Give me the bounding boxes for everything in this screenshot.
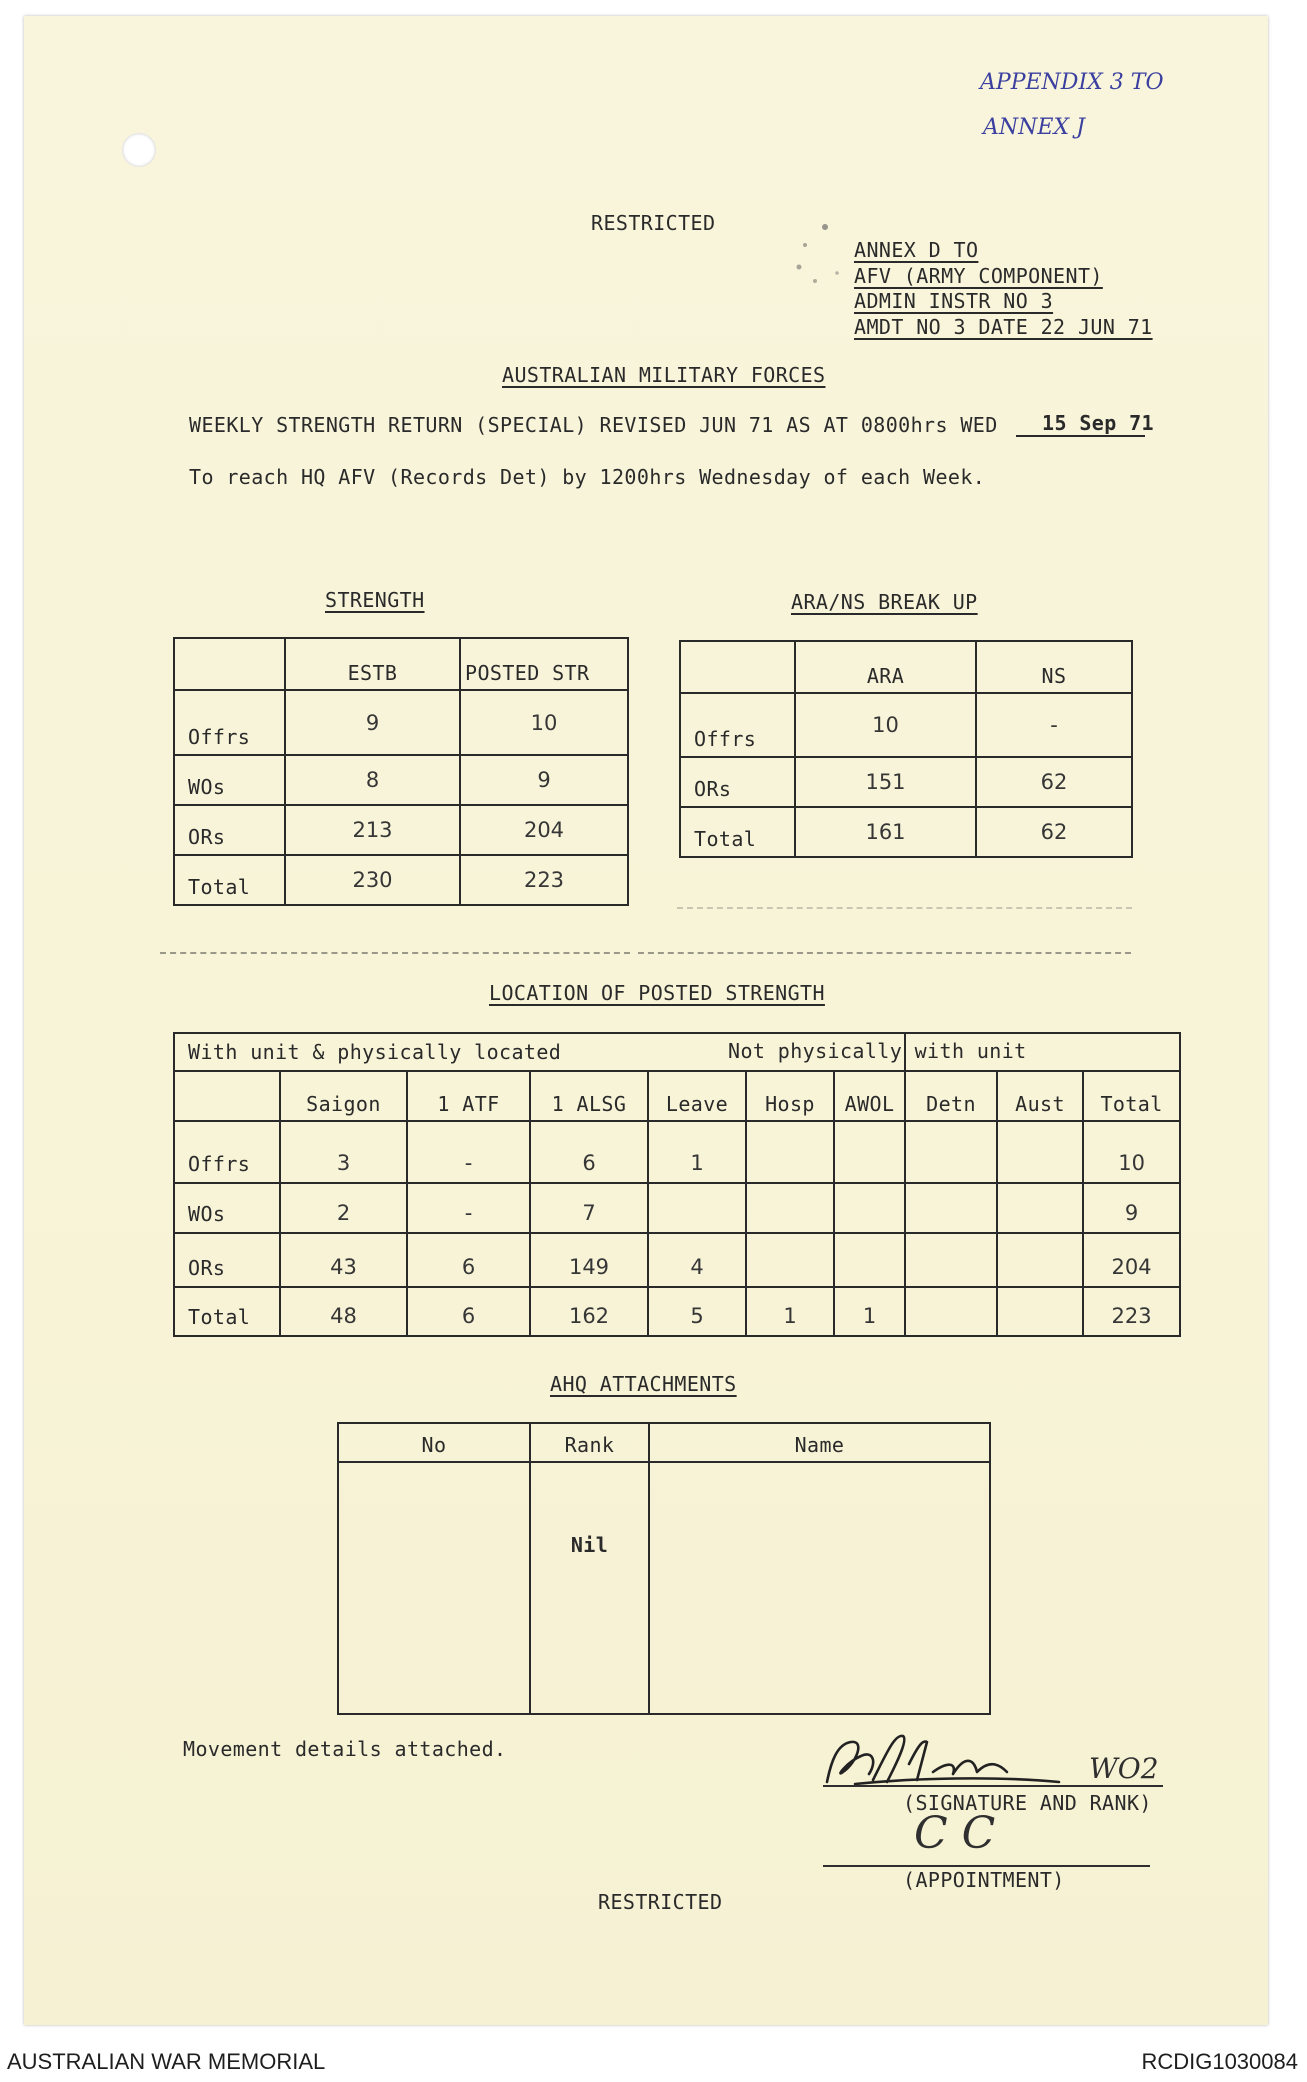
cell-value bbox=[905, 1121, 997, 1183]
cell-value: 3 bbox=[280, 1121, 407, 1183]
cell-value bbox=[997, 1287, 1083, 1336]
row-label: Offrs bbox=[680, 693, 795, 757]
header-cell-name: Name bbox=[649, 1423, 990, 1462]
header-cell-no: No bbox=[338, 1423, 530, 1462]
cell-value bbox=[746, 1121, 834, 1183]
appointment-caption: (APPOINTMENT) bbox=[903, 1868, 1065, 1892]
classification-bottom: RESTRICTED bbox=[598, 1890, 723, 1914]
cell-value bbox=[905, 1233, 997, 1287]
footer-institution: AUSTRALIAN WAR MEMORIAL bbox=[7, 2049, 326, 2074]
row-label: Offrs bbox=[174, 1121, 280, 1183]
cell-value: 9 bbox=[1083, 1183, 1180, 1233]
header-cell-awol: AWOL bbox=[834, 1071, 905, 1121]
cell-value: 204 bbox=[1083, 1233, 1180, 1287]
cell-value: - bbox=[976, 693, 1132, 757]
ara-ns-table bbox=[679, 640, 1133, 858]
location-heading: LOCATION OF POSTED STRENGTH bbox=[489, 981, 825, 1005]
cell-value: - bbox=[407, 1183, 530, 1233]
strength-heading: STRENGTH bbox=[325, 588, 425, 612]
header-cell-leave: Leave bbox=[648, 1071, 746, 1121]
instruction-line: To reach HQ AFV (Records Det) by 1200hrs Wednesday of each Week. bbox=[189, 465, 986, 489]
header-cell-detn: Detn bbox=[905, 1071, 997, 1121]
cell-value: 149 bbox=[530, 1233, 648, 1287]
ahq-no-cell bbox=[338, 1462, 530, 1714]
cell-value: 10 bbox=[795, 693, 976, 757]
cell-value: 10 bbox=[1083, 1121, 1180, 1183]
row-label: WOs bbox=[174, 755, 285, 805]
cell-value: 223 bbox=[460, 855, 628, 905]
header-cell-total: Total bbox=[1083, 1071, 1180, 1121]
row-label: ORs bbox=[680, 757, 795, 807]
cell-value: 2 bbox=[280, 1183, 407, 1233]
cell-value: 151 bbox=[795, 757, 976, 807]
header-cell-hosp: Hosp bbox=[746, 1071, 834, 1121]
ink-smudge bbox=[785, 215, 855, 295]
header-row bbox=[174, 1071, 1180, 1121]
row-label: ORs bbox=[174, 805, 285, 855]
strength-body bbox=[174, 690, 628, 905]
annex-line-2: AFV (ARMY COMPONENT) bbox=[854, 264, 1103, 288]
handwritten-appendix-note: APPENDIX 3 TO bbox=[980, 70, 1164, 95]
ahq-entry: Nil bbox=[530, 1462, 649, 1714]
table-row-total bbox=[174, 1287, 1180, 1336]
signature-caption: (SIGNATURE AND RANK) bbox=[903, 1791, 1152, 1815]
cell-value bbox=[746, 1183, 834, 1233]
classification-top: RESTRICTED bbox=[591, 211, 716, 235]
cell-value: 9 bbox=[460, 755, 628, 805]
cell-value: 6 bbox=[407, 1287, 530, 1336]
header-row bbox=[680, 641, 1132, 693]
table-row bbox=[338, 1462, 990, 1714]
cell-value bbox=[905, 1183, 997, 1233]
table-row-ors bbox=[680, 757, 1132, 807]
cell-value: 62 bbox=[976, 807, 1132, 857]
cell-value bbox=[905, 1287, 997, 1336]
cell-value: 9 bbox=[285, 690, 460, 755]
ara-ns-heading: ARA/NS BREAK UP bbox=[791, 590, 978, 614]
header-cell-ara: ARA bbox=[795, 641, 976, 693]
header-cell-posted-str: POSTED STR bbox=[460, 638, 628, 690]
cell-value: 62 bbox=[976, 757, 1132, 807]
cell-value bbox=[834, 1121, 905, 1183]
header-cell-saigon: Saigon bbox=[280, 1071, 407, 1121]
row-label: Total bbox=[174, 1287, 280, 1336]
cell-value bbox=[997, 1233, 1083, 1287]
cell-value: - bbox=[407, 1121, 530, 1183]
cell-value bbox=[997, 1183, 1083, 1233]
dotted-rule bbox=[677, 907, 1132, 909]
cell-value: 43 bbox=[280, 1233, 407, 1287]
header-cell-1-alsg: 1 ALSG bbox=[530, 1071, 648, 1121]
cell-value: 6 bbox=[530, 1121, 648, 1183]
table-row-offrs bbox=[174, 690, 628, 755]
header-cell-1-atf: 1 ATF bbox=[407, 1071, 530, 1121]
table-row-total bbox=[174, 855, 628, 905]
cell-value: 7 bbox=[530, 1183, 648, 1233]
cell-value: 4 bbox=[648, 1233, 746, 1287]
header-cell bbox=[174, 638, 285, 690]
movement-note: Movement details attached. bbox=[183, 1737, 507, 1761]
header-cell-ns: NS bbox=[976, 641, 1132, 693]
annex-line-4: AMDT NO 3 DATE 22 JUN 71 bbox=[854, 315, 1153, 339]
document-title: AUSTRALIAN MILITARY FORCES bbox=[502, 363, 826, 387]
annex-line-3: ADMIN INSTR NO 3 bbox=[854, 289, 1054, 313]
header-cell bbox=[680, 641, 795, 693]
signature-rank: WO2 bbox=[1089, 1752, 1159, 1785]
annex-line-1: ANNEX D TO bbox=[854, 238, 979, 262]
ahq-heading: AHQ ATTACHMENTS bbox=[550, 1372, 737, 1396]
cell-value: 10 bbox=[460, 690, 628, 755]
cell-value: 8 bbox=[285, 755, 460, 805]
cell-value: 213 bbox=[285, 805, 460, 855]
header-cell-aust: Aust bbox=[997, 1071, 1083, 1121]
dashed-rule bbox=[638, 952, 1131, 954]
row-label: ORs bbox=[174, 1233, 280, 1287]
not-with-unit-label: Not physically with unit bbox=[728, 1039, 1027, 1063]
header-cell-estb: ESTB bbox=[285, 638, 460, 690]
header-cell bbox=[174, 1071, 280, 1121]
table-row-ors bbox=[174, 805, 628, 855]
table-row-wos bbox=[174, 1183, 1180, 1233]
cell-value bbox=[997, 1121, 1083, 1183]
row-label: Total bbox=[680, 807, 795, 857]
header-row bbox=[338, 1423, 990, 1462]
ara-ns-body bbox=[680, 693, 1132, 857]
dashed-rule bbox=[160, 952, 630, 954]
cell-value: 1 bbox=[746, 1287, 834, 1336]
cell-value: 161 bbox=[795, 807, 976, 857]
table-row-offrs bbox=[680, 693, 1132, 757]
return-date: 15 Sep 71 bbox=[1016, 411, 1145, 437]
ahq-name-cell bbox=[649, 1462, 990, 1714]
strength-table bbox=[173, 637, 629, 906]
appointment-line bbox=[823, 1865, 1150, 1867]
cell-value: 230 bbox=[285, 855, 460, 905]
cell-value: 223 bbox=[1083, 1287, 1180, 1336]
header-cell-rank: Rank bbox=[530, 1423, 649, 1462]
cell-value: 6 bbox=[407, 1233, 530, 1287]
location-table bbox=[173, 1032, 1181, 1337]
table-row-wos bbox=[174, 755, 628, 805]
cell-value: 1 bbox=[648, 1121, 746, 1183]
signature-line bbox=[823, 1785, 1163, 1787]
location-body bbox=[174, 1121, 1180, 1336]
with-unit-label: With unit & physically located bbox=[174, 1033, 905, 1071]
cell-value: 1 bbox=[834, 1287, 905, 1336]
cell-value: 162 bbox=[530, 1287, 648, 1336]
cell-value: 204 bbox=[460, 805, 628, 855]
group-header-row bbox=[174, 1033, 1180, 1071]
return-line: WEEKLY STRENGTH RETURN (SPECIAL) REVISED JUN 71 AS AT 0800hrs WED bbox=[189, 413, 998, 437]
cell-value: 48 bbox=[280, 1287, 407, 1336]
cell-value: 5 bbox=[648, 1287, 746, 1336]
table-row-total bbox=[680, 807, 1132, 857]
appointment-value: CC bbox=[914, 1808, 1010, 1859]
row-label: Total bbox=[174, 855, 285, 905]
cell-value bbox=[834, 1183, 905, 1233]
row-label: Offrs bbox=[174, 690, 285, 755]
cell-value bbox=[746, 1233, 834, 1287]
footer-record-id: RCDIG1030084 bbox=[1141, 2049, 1298, 2074]
table-row-ors bbox=[174, 1233, 1180, 1287]
cell-value bbox=[834, 1233, 905, 1287]
header-row bbox=[174, 638, 628, 690]
table-row-offrs bbox=[174, 1121, 1180, 1183]
cell-value bbox=[648, 1183, 746, 1233]
punch-hole bbox=[122, 133, 156, 167]
row-label: WOs bbox=[174, 1183, 280, 1233]
handwritten-annex-note: ANNEX J bbox=[983, 115, 1085, 140]
ahq-table bbox=[337, 1422, 991, 1715]
